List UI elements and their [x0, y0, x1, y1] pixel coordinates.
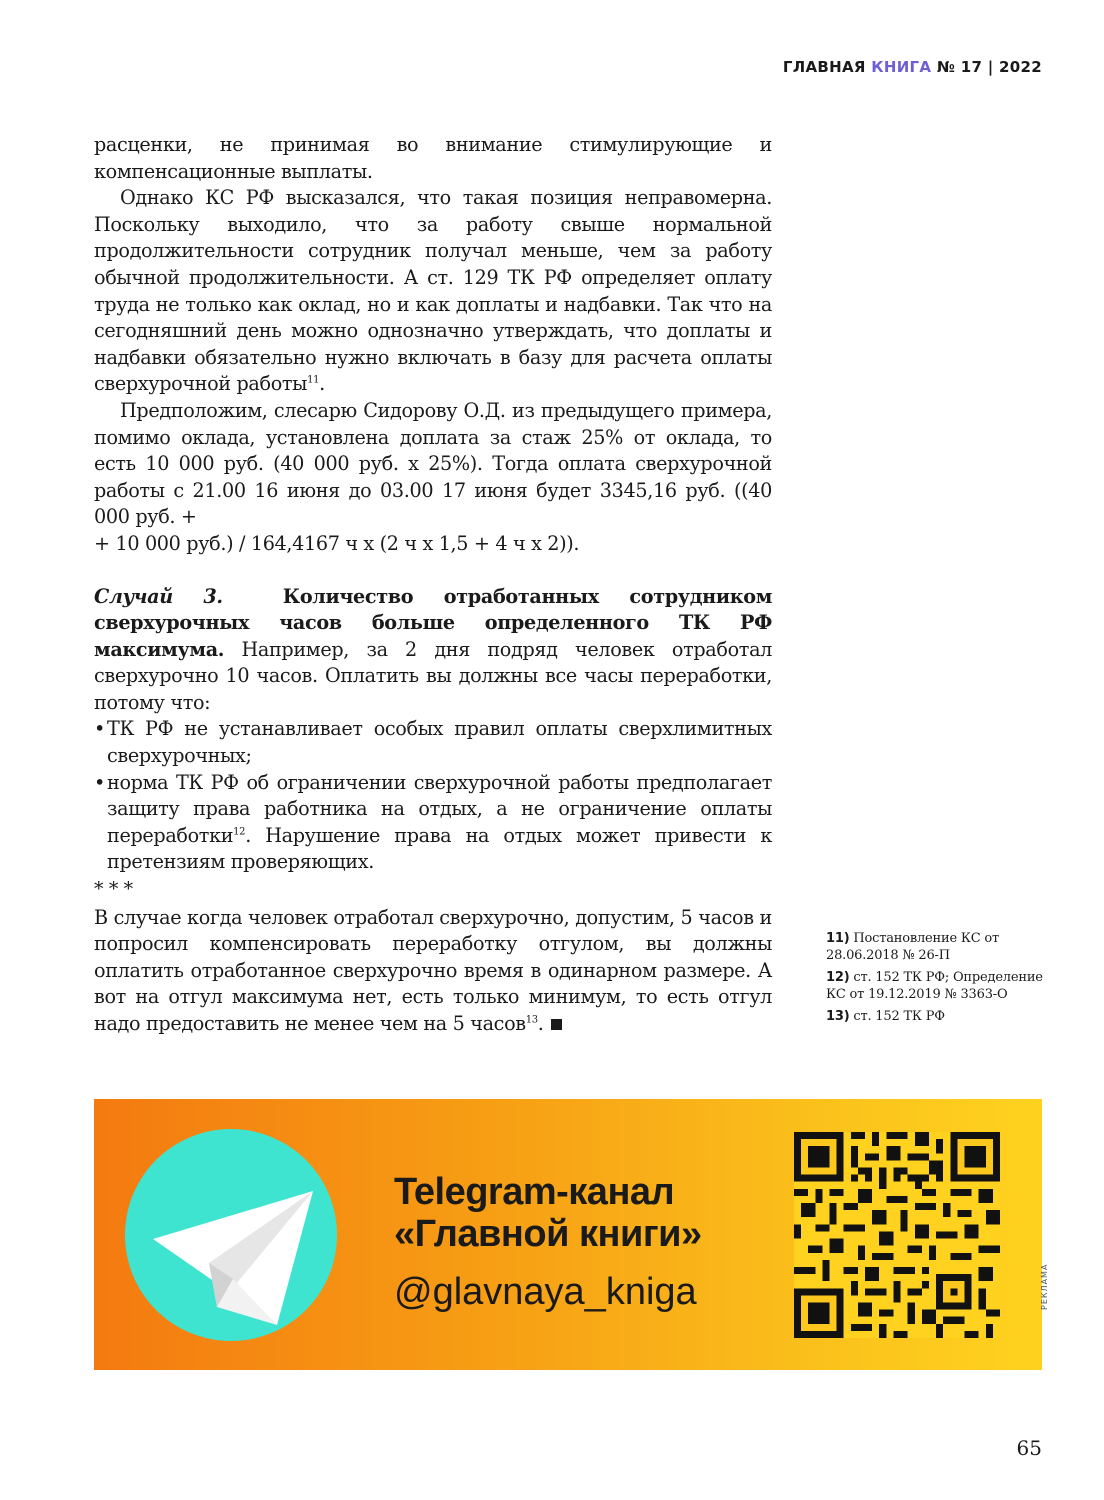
footnote-11: 11) Постановление КС от 28.06.2018 № 26-П: [826, 931, 1000, 963]
paragraph-3: Предположим, слесарю Сидорову О.Д. из предыдущего примера, помимо оклада, установлена доплата за стаж 25% от оклада, то есть 10 000 руб. (40 000 руб. х 25%). Тогда оплата сверхурочной работы с 21.00 16 июня до 03.00 17 июня будет 3345,16 руб. ((40 000 руб. +: [94, 398, 772, 529]
ad-headline-line-2: «Главной книги»: [394, 1213, 702, 1255]
paragraph-final: В случае когда человек отработал сверхурочно, допустим, 5 часов и попросил компенсировать переработку отгулом, вы должны оплатить отработанное сверхурочно время в одинарном размере. А вот на отгул максимума нет, есть только минимум, то есть отгул надо предоставить не менее чем на 5 часов$^{13}$.: [94, 905, 772, 1035]
footnote-ref-12[interactable]: 12: [233, 826, 246, 838]
bullet-list: [94, 716, 772, 876]
paragraph-2: Однако КС РФ высказался, что такая позиция неправомерна. Поскольку выходило, что за работу свыше нормальной продолжительности сотрудник получал меньше, чем за работу обычной продолжительности. А ст. 129 ТК РФ определяет оплату труда не только как оклад, но и как доплаты и надбавки. Так что на сегодняшний день можно однозначно утверждать, что доплаты и надбавки обязательно нужно включать в базу для расчета оплаты сверхурочной работы$^{11}$.: [94, 186, 772, 396]
bullet-item-1: • ТК РФ не устанавливает особых правил оплаты сверхлимитных сверхурочных;: [94, 716, 772, 769]
ad-headline: [394, 1171, 702, 1255]
footnote-12: 12) ст. 152 ТК РФ; Определение КС от 19.12.2019 № 3363-О: [826, 970, 1043, 1002]
footnote-ref-13[interactable]: 13: [525, 1014, 538, 1026]
footnote-13: 13) ст. 152 ТК РФ: [826, 1009, 945, 1024]
advertising-label: РЕКЛАМА: [1040, 1263, 1049, 1310]
section-divider: * * *: [94, 878, 133, 901]
telegram-handle[interactable]: @glavnaya_kniga: [394, 1271, 697, 1313]
page-number: 65: [1016, 1436, 1042, 1460]
running-header: [783, 58, 1042, 76]
paragraph-3-cont: + 10 000 руб.) / 164,4167 ч х (2 ч х 1,5 + 4 ч х 2)).: [94, 531, 580, 555]
qr-code[interactable]: [794, 1132, 1000, 1338]
brand-main: ГЛАВНАЯ: [782, 58, 866, 76]
paper-plane-icon: [125, 1129, 337, 1341]
case-lead: Случай 3.: [94, 584, 223, 608]
article-column: [94, 132, 772, 1038]
bullet-item-2: • норма ТК РФ об ограничении сверхурочной работы предполагает защиту права работника на отдых, а не ограничение оплаты переработки$^{12}$. Нарушение права на отдых может привести к претензиям проверяющих.: [94, 770, 772, 876]
issue-year: 2022: [999, 58, 1042, 76]
end-of-article-mark: [551, 1019, 562, 1030]
brand-accent: КНИГА: [871, 58, 932, 76]
telegram-ad-banner[interactable]: [94, 1099, 1042, 1370]
case-title: Количество отработанных сотрудником сверхурочных часов больше определенного ТК РФ максимума.: [94, 584, 773, 661]
case-3-heading: [94, 584, 772, 717]
issue-number: № 17: [936, 58, 983, 76]
telegram-logo: [125, 1129, 337, 1341]
footnote-ref-11[interactable]: 11: [307, 374, 320, 386]
header-separator: |: [987, 58, 994, 76]
ad-headline-line-1: Telegram-канал: [394, 1171, 675, 1213]
case-text: Например, за 2 дня подряд человек отработал сверхурочно 10 часов. Оплатить вы должны все часы переработки, потому что:: [94, 637, 772, 714]
footnotes: [826, 930, 1046, 1030]
paragraph-1: расценки, не принимая во внимание стимулирующие и компенсационные выплаты.: [94, 133, 772, 183]
